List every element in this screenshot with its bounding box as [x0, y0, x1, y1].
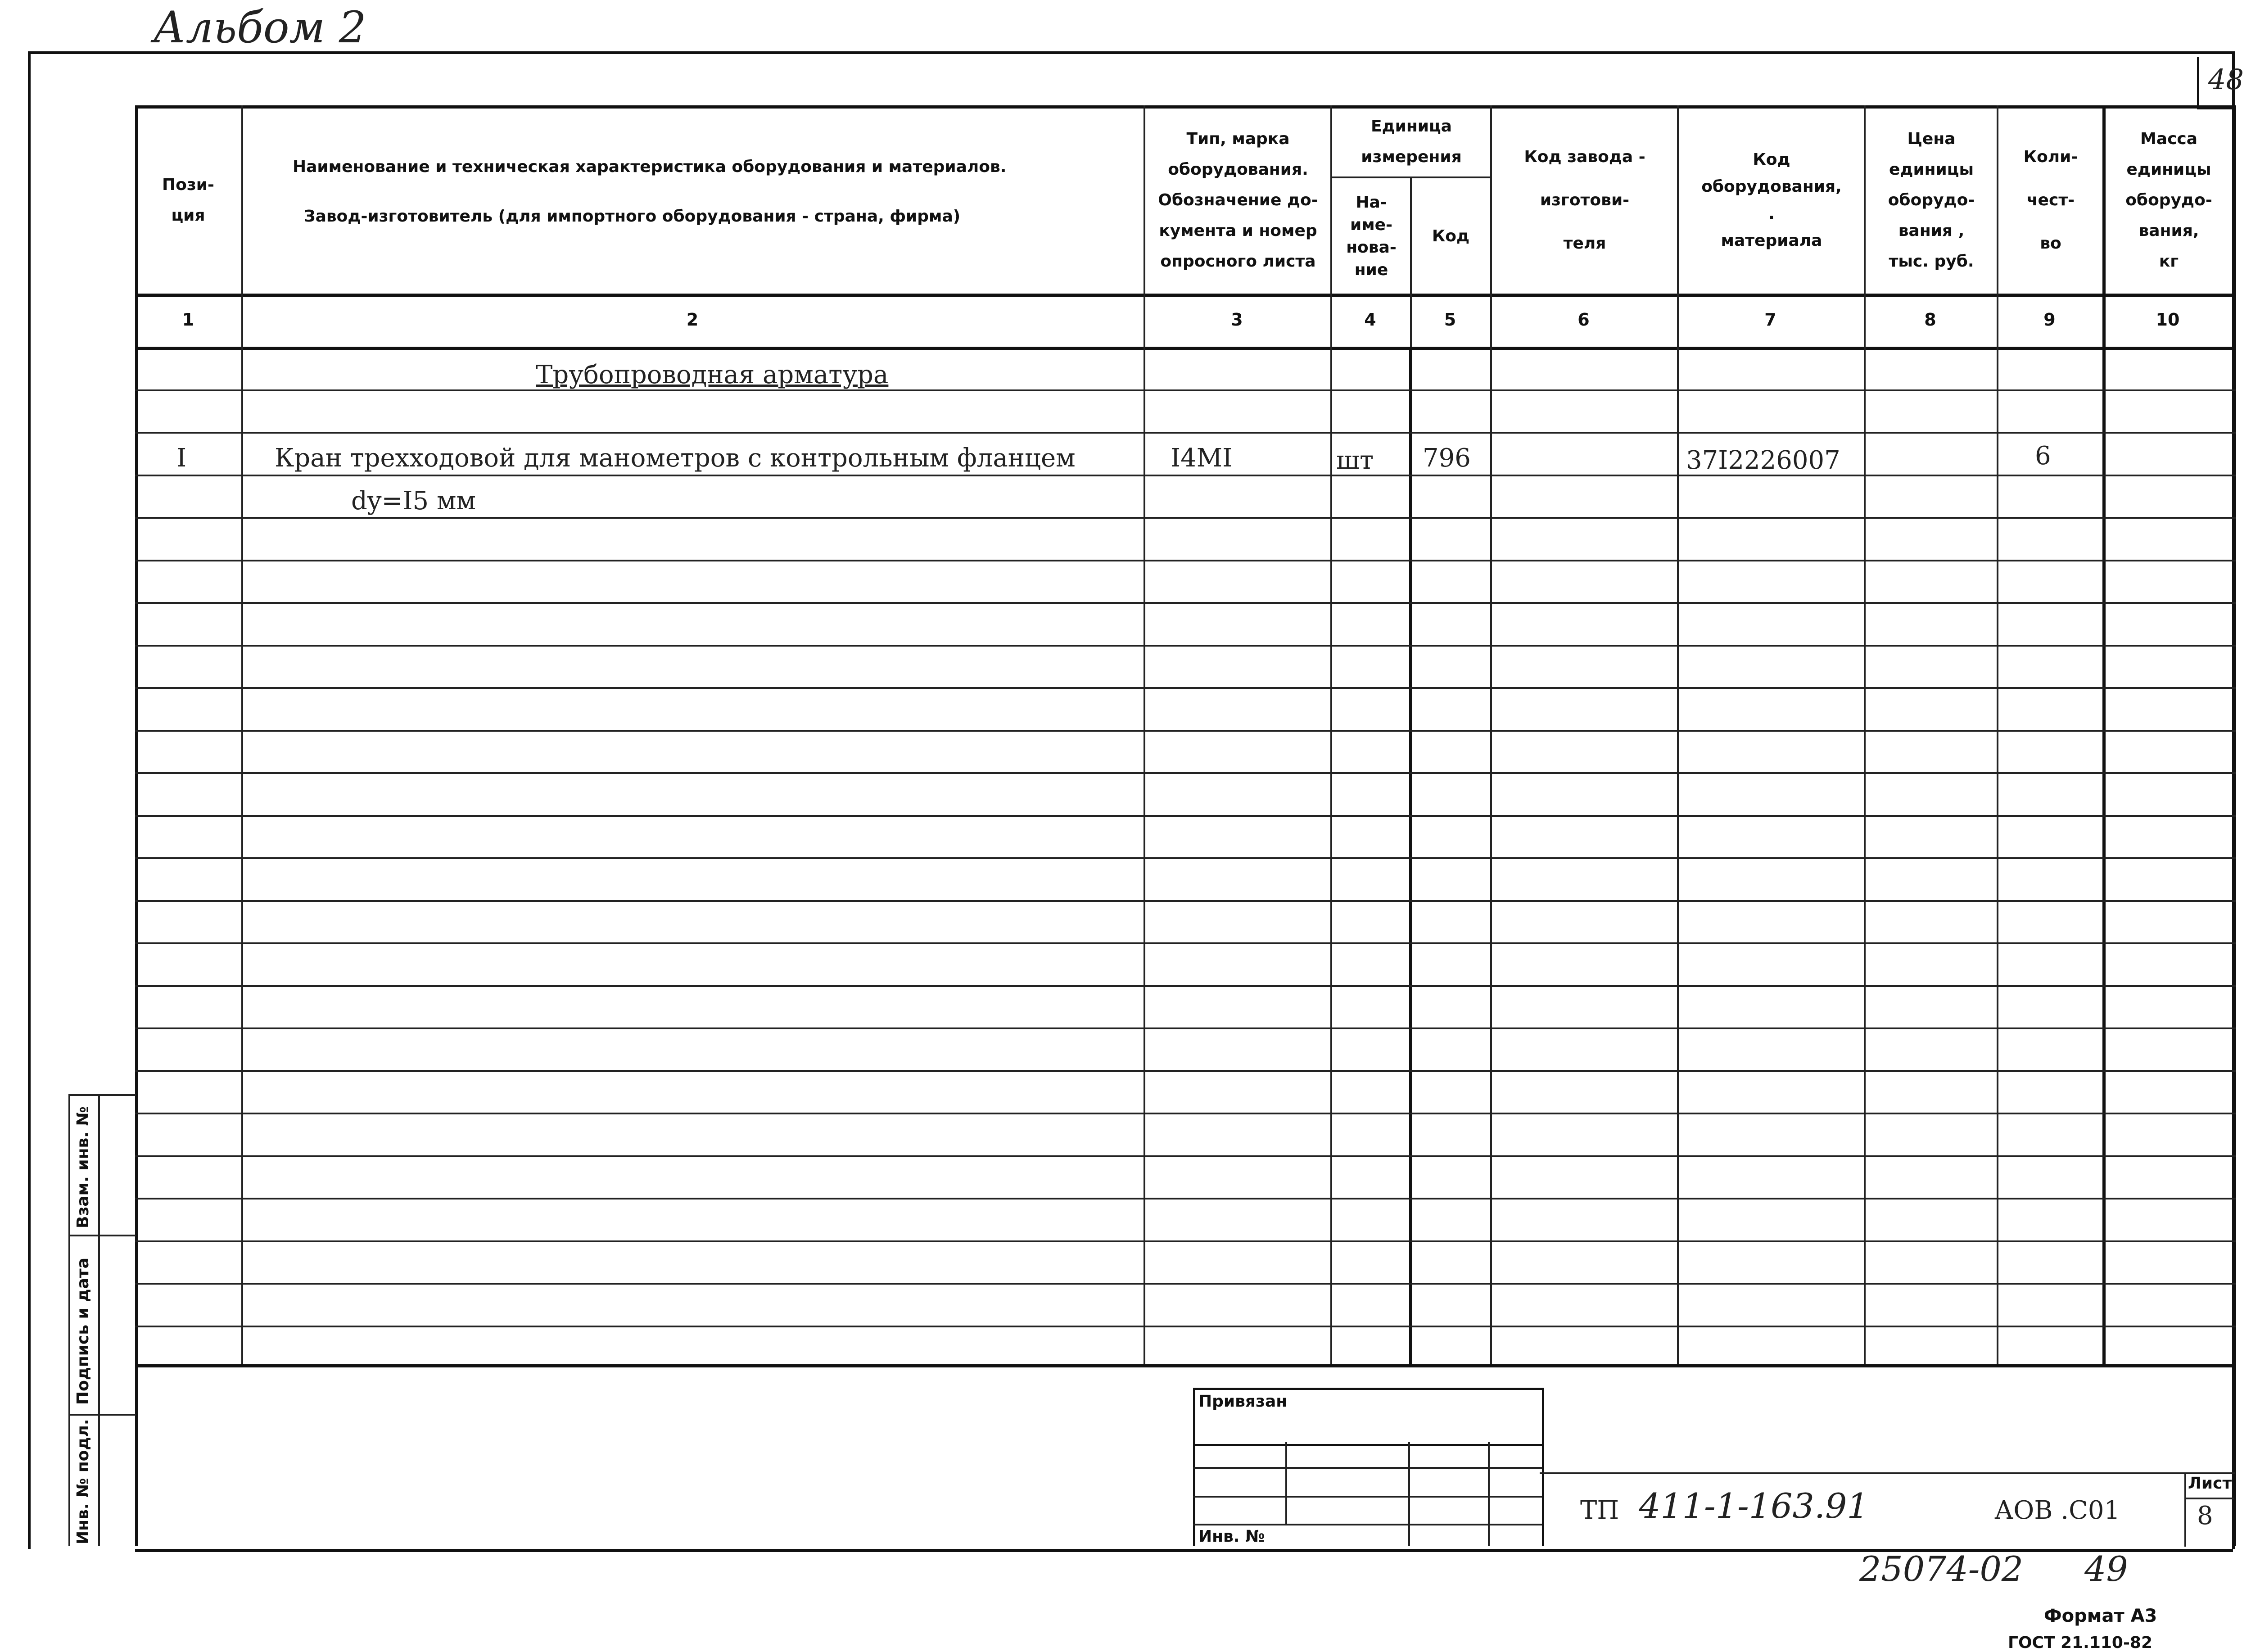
header-type: Тип, марка оборудования. Обозначение до- кумента и номер опросного листа [1158, 130, 1318, 271]
table-row-line [135, 687, 2236, 689]
colnum-bottom-line [135, 347, 2236, 350]
colnum-3: 3 [1231, 310, 1243, 330]
table-right-border [2233, 105, 2236, 1546]
inv-grid-v1 [1285, 1442, 1287, 1524]
header-position: Пози- ция [162, 176, 214, 225]
header-qty: Коли- чест- во [2023, 148, 2078, 253]
table-row-line [135, 900, 2236, 902]
inv-grid-v2 [1408, 1442, 1410, 1546]
table-row-line [135, 1155, 2236, 1157]
col-line-7 [1864, 105, 1866, 1367]
table-row-line [135, 1326, 2236, 1327]
row1-position: I [176, 444, 187, 473]
header-unit: Единица измерения [1361, 117, 1462, 166]
colnum-7: 7 [1764, 310, 1776, 330]
colnum-6: 6 [1578, 310, 1590, 330]
table-row-line [135, 389, 2236, 391]
row1-equip-code: 37I2226007 [1686, 446, 1840, 475]
col-line-3 [1330, 105, 1332, 1367]
table-row-line [135, 1283, 2236, 1285]
side-top [68, 1094, 136, 1096]
table-row-line [135, 517, 2236, 519]
header-bottom-line [135, 294, 2236, 297]
table-row-line [135, 560, 2236, 561]
table-row-line [135, 1240, 2236, 1242]
side-label-vzam: Взам. инв. № [74, 1106, 92, 1228]
privyazan-label: Привязан [1198, 1392, 1288, 1411]
doc-code: АОВ .С01 [1994, 1496, 2120, 1525]
row1-name: Кран трехходовой для манометров с контрольным фланцем [275, 444, 1076, 473]
header-plant-code: Код завода - изготови- теля [1524, 148, 1645, 253]
table-row-line [135, 1070, 2236, 1072]
colnum-8: 8 [1924, 310, 1936, 330]
table-row-line [135, 857, 2236, 859]
header-name-line2: Завод-изготовитель (для импортного оборудования - страна, фирма) [304, 207, 961, 226]
header-mass: Масса единицы оборудо- вания, кг [2125, 130, 2212, 271]
table-row-line [135, 1198, 2236, 1199]
doc-row-top [1540, 1472, 2235, 1474]
doc-sheet-divider [2184, 1472, 2186, 1547]
colnum-2: 2 [686, 310, 699, 330]
table-row-line [135, 772, 2236, 774]
table-row-line [135, 432, 2236, 434]
header-unit-code: Код [1432, 227, 1470, 245]
colnum-10: 10 [2156, 310, 2180, 330]
colnum-4: 4 [1364, 310, 1376, 330]
col-line-1 [241, 105, 243, 1367]
row1-type: I4МI [1171, 444, 1233, 473]
table-row-line [135, 815, 2236, 817]
album-note: Альбом 2 [153, 2, 366, 53]
header-equip-code: Код оборудования, . материала [1701, 150, 1842, 250]
col-line-5 [1490, 105, 1492, 1367]
col-line-6 [1677, 105, 1679, 1367]
sheet-label: Лист [2188, 1474, 2232, 1493]
footer-handwritten-page: 49 [2084, 1549, 2128, 1589]
side-sep-2 [68, 1414, 136, 1416]
row1-unit-name: шт [1336, 446, 1374, 475]
col-line-8 [1997, 105, 1998, 1367]
colnum-9: 9 [2043, 310, 2056, 330]
colnum-5: 5 [1444, 310, 1456, 330]
side-sep-1 [68, 1235, 136, 1236]
col-line-9 [2102, 105, 2106, 1367]
side-col-left [68, 1094, 70, 1546]
table-row-line [135, 1027, 2236, 1029]
row1-unit-code: 796 [1423, 444, 1471, 473]
footer-handwritten-number: 25074-02 [1859, 1549, 2024, 1589]
table-row-line [135, 475, 2236, 476]
row1-name-cont: dy=I5 мм [351, 486, 476, 516]
table-row-line [135, 730, 2236, 732]
table-row-line [135, 942, 2236, 944]
sheet-value: 8 [2197, 1501, 2213, 1530]
header-price: Цена единицы оборудо- вания , тыс. руб. [1888, 130, 1975, 271]
table-body-bottom [135, 1364, 2236, 1367]
col-line-4-bold [1409, 347, 1412, 1367]
doc-sheet-sub [2184, 1498, 2234, 1499]
table-row-line [135, 1113, 2236, 1114]
header-name-line1: Наименование и техническая характеристика оборудования и материалов. [293, 158, 1007, 176]
col-line-2 [1144, 105, 1145, 1367]
inv-grid-v3 [1488, 1442, 1490, 1546]
inv-no-label: Инв. № [1198, 1527, 1265, 1546]
doc-number: 411-1-163.91 [1639, 1486, 1869, 1526]
doc-prefix: ТП [1580, 1496, 1619, 1525]
table-row-line [135, 602, 2236, 604]
footer-format: Формат А3 [2044, 1606, 2157, 1626]
section-title: Трубопроводная арматура [536, 360, 889, 389]
table-row-line [135, 985, 2236, 987]
sheet-number-top: 48 [2208, 63, 2244, 96]
table-row-line [135, 645, 2236, 647]
header-unit-name: На- име- нова- ние [1346, 193, 1397, 279]
unit-sub-line [1330, 177, 1490, 178]
row1-qty: 6 [2035, 441, 2051, 471]
side-col-mid [98, 1094, 100, 1546]
footer-gost: ГОСТ 21.110-82 [2008, 1634, 2153, 1652]
side-label-podpis: Подпись и дата [74, 1258, 92, 1405]
colnum-1: 1 [182, 310, 194, 330]
side-label-inv-podl: Инв. № подл. [74, 1419, 92, 1544]
